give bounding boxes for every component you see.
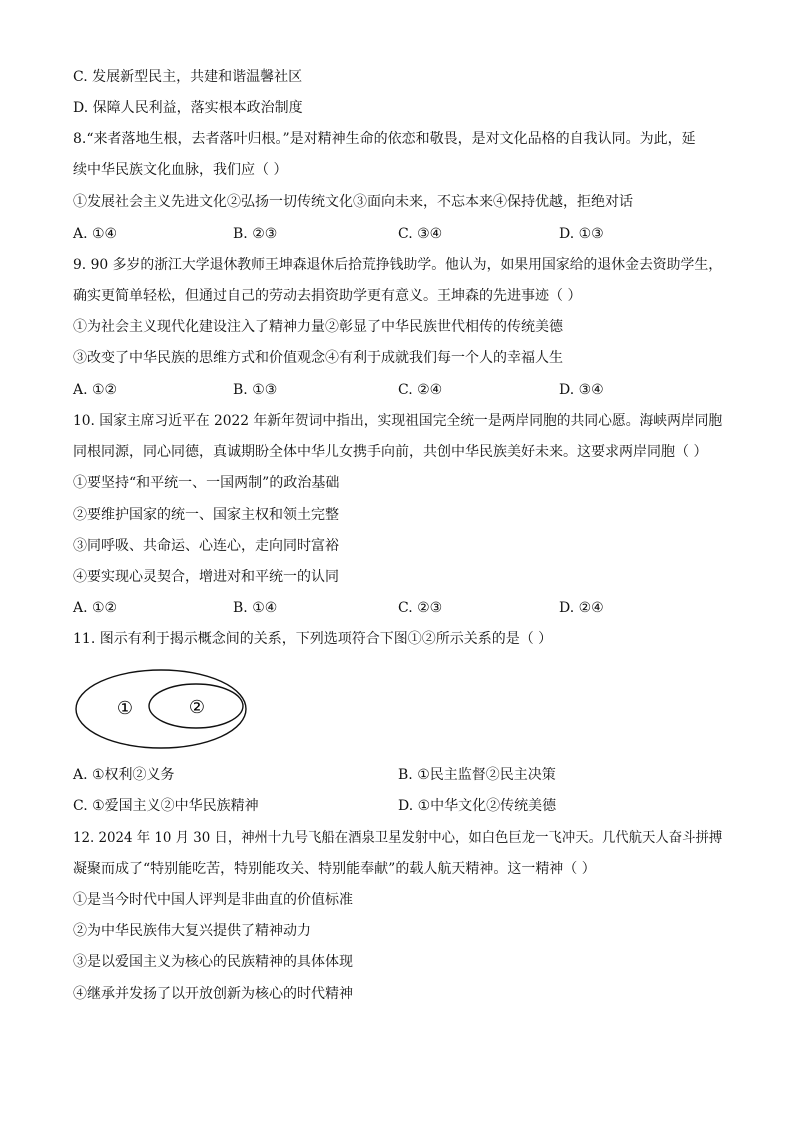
q9-stem-line1: 9. 90 多岁的浙江大学退休教师王坤森退休后拾荒挣钱助学。他认为，如果用国家给的退休金去资助学生，: [73, 257, 723, 273]
q11-option-a: A. ①权利②义务: [73, 767, 175, 783]
q12-statement-1: ①是当今时代中国人评判是非曲直的价值标准: [73, 892, 353, 908]
q8-statements: ①发展社会主义先进文化②弘扬一切传统文化③面向未来，不忘本来④保持优越，拒绝对话: [73, 194, 633, 210]
q10-option-c: C. ②③: [398, 600, 443, 616]
q12-statement-3: ③是以爱国主义为核心的民族精神的具体体现: [73, 954, 353, 970]
outer-label: ①: [116, 698, 134, 719]
q10-stem-line2: 同根同源，同心同德，真诚期盼全体中华儿女携手向前，共创中华民族美好未来。这要求两岸同胞（ ）: [73, 444, 708, 460]
q12-statement-4: ④继承并发扬了以开放创新为核心的时代精神: [73, 986, 353, 1002]
q10-option-d: D. ②④: [559, 600, 604, 616]
q9-option-d: D. ③④: [559, 382, 604, 398]
outer-ellipse: [76, 670, 246, 748]
q9-option-c: C. ②④: [398, 382, 443, 398]
q8-option-d: D. ①③: [559, 226, 604, 242]
q8-option-b: B. ②③: [233, 226, 278, 242]
q8-stem-line2: 续中华民族文化血脉，我们应（ ）: [73, 162, 288, 178]
q11-option-b: B. ①民主监督②民主决策: [398, 767, 556, 783]
q10-statement-4: ④要实现心灵契合，增进对和平统一的认同: [73, 569, 339, 585]
q10-option-a: A. ①②: [73, 600, 118, 616]
q9-option-b: B. ①③: [233, 382, 278, 398]
q10-statement-3: ③同呼吸、共命运、心连心，走向同时富裕: [73, 538, 339, 554]
q9-statement-line1: ①为社会主义现代化建设注入了精神力量②彰显了中华民族世代相传的传统美德: [73, 319, 563, 335]
q7-option-d: D. 保障人民利益，落实根本政治制度: [73, 100, 303, 116]
q8-stem-line1: 8.“来者落地生根，去者落叶归根。”是对精神生命的依恋和敬畏，是对文化品格的自我认同。为此，延: [73, 131, 696, 147]
nested-ellipse-diagram: [73, 667, 253, 751]
q11-option-c: C. ①爱国主义②中华民族精神: [73, 798, 259, 814]
q10-stem-line1: 10. 国家主席习近平在 2022 年新年贺词中指出，实现祖国完全统一是两岸同胞的共同心愿。海峡两岸同胞: [73, 413, 723, 429]
q9-statement-line2: ③改变了中华民族的思维方式和价值观念④有利于成就我们每一个人的幸福人生: [73, 350, 563, 366]
q10-statement-2: ②要维护国家的统一、国家主权和领土完整: [73, 507, 339, 523]
q10-statement-1: ①要坚持“和平统一、一国两制”的政治基础: [73, 475, 340, 491]
q8-option-c: C. ③④: [398, 226, 443, 242]
q12-stem-line1: 12. 2024 年 10 月 30 日，神州十九号飞船在酒泉卫星发射中心，如白色巨龙一飞冲天。几代航天人奋斗拼搏: [73, 830, 723, 846]
q9-option-a: A. ①②: [73, 382, 118, 398]
q11-option-d: D. ①中华文化②传统美德: [398, 798, 557, 814]
q11-stem: 11. 图示有利于揭示概念间的关系，下列选项符合下图①②所示关系的是（ ）: [73, 631, 553, 647]
q12-statement-2: ②为中华民族伟大复兴提供了精神动力: [73, 923, 311, 939]
q10-option-b: B. ①④: [233, 600, 278, 616]
q9-stem-line2: 确实更简单轻松，但通过自己的劳动去捐资助学更有意义。王坤森的先进事迹（ ）: [73, 288, 582, 304]
q8-option-a: A. ①④: [73, 226, 118, 242]
inner-label: ②: [188, 697, 206, 718]
q12-stem-line2: 凝聚而成了“特别能吃苦，特别能攻关、特别能奉献”的载人航天精神。这一精神（ ）: [73, 861, 596, 877]
q7-option-c: C. 发展新型民主，共建和谐温馨社区: [73, 69, 303, 85]
